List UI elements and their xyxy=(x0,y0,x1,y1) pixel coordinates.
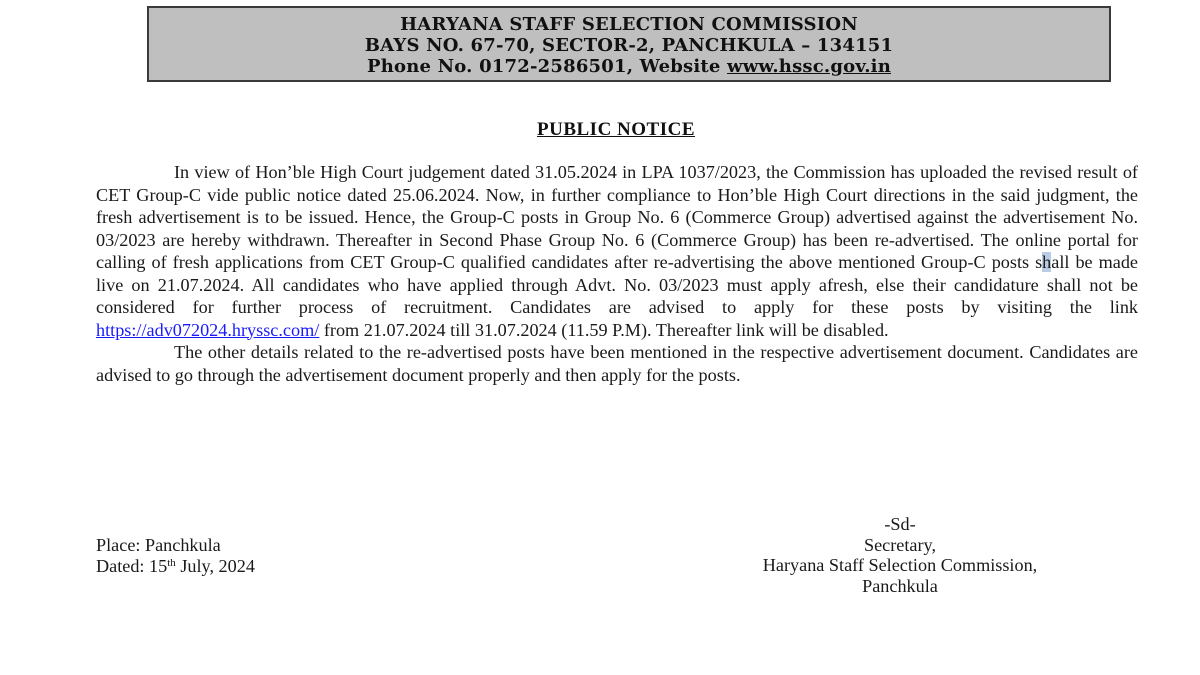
designation: Secretary, xyxy=(863,534,937,555)
org-address: BAYS NO. 67-70, SECTOR-2, PANCHKULA – 134151 xyxy=(364,35,894,56)
signatory-city: Panchkula xyxy=(862,575,938,596)
org-contact xyxy=(149,56,1109,77)
notice-title: PUBLIC NOTICE xyxy=(537,119,695,140)
signature: -Sd- xyxy=(884,514,916,534)
signatory-organization: Haryana Staff Selection Commission, xyxy=(762,555,1038,575)
signature-block xyxy=(700,514,1100,596)
date-ordinal: th xyxy=(167,556,176,569)
place: Place: Panchkula xyxy=(96,535,221,555)
notice-paragraph-2: The other details related to the re-advertised posts have been mentioned in the respective advertisement document. Candidates are advised to go through the advertisement document properly and then apply for the posts. xyxy=(96,342,1138,385)
paragraph-1-text-end: from 21.07.2024 till 31.07.2024 (11.59 P.M). Thereafter link will be disabled. xyxy=(319,319,889,340)
notice-body xyxy=(96,161,1138,386)
date-suffix: July, 2024 xyxy=(175,555,255,576)
text-selection-highlight: h xyxy=(1042,252,1052,272)
paragraph-1-text: In view of Hon’ble High Court judgement dated 31.05.2024 in LPA 1037/2023, the Commission has uploaded the revised result of CET Group-C vide public notice dated 25.06.2024. Now, in further compliance to Hon’ble High Court directions in the said judgment, the fresh advertisement is to be issued. Hence, the Group-C posts in Group No. 6 (Commerce Group) advertised against the advertisement No. 03/2023 are hereby withdrawn. Thereafter in Second Phase Group No. 6 (Commerce Group) has been re-advertised. The online portal for calling of fresh applications from CET Group-C qualified candidates after re-advertising the above mentioned Group-C posts s xyxy=(96,162,1138,272)
website-link[interactable]: www.hssc.gov.in xyxy=(727,56,892,77)
letterhead-box xyxy=(147,6,1111,82)
date-prefix: Dated: 15 xyxy=(96,555,168,576)
date xyxy=(96,556,255,577)
org-name: HARYANA STAFF SELECTION COMMISSION xyxy=(400,14,858,35)
contact-text: Phone No. 0172-2586501, Website xyxy=(366,56,728,77)
application-portal-link[interactable]: https://adv072024.hryssc.com/ xyxy=(96,319,320,340)
place-date-block xyxy=(96,535,255,576)
paragraph-1-text-cont: all be made live on 21.07.2024. All candidates who have applied through Advt. No. 03/2023 must apply afresh, else their candidature shall not be considered for further process of recruitment. Candidates are advised to apply for these posts by visiting the link xyxy=(96,252,1138,317)
notice-paragraph-1 xyxy=(96,161,1138,341)
